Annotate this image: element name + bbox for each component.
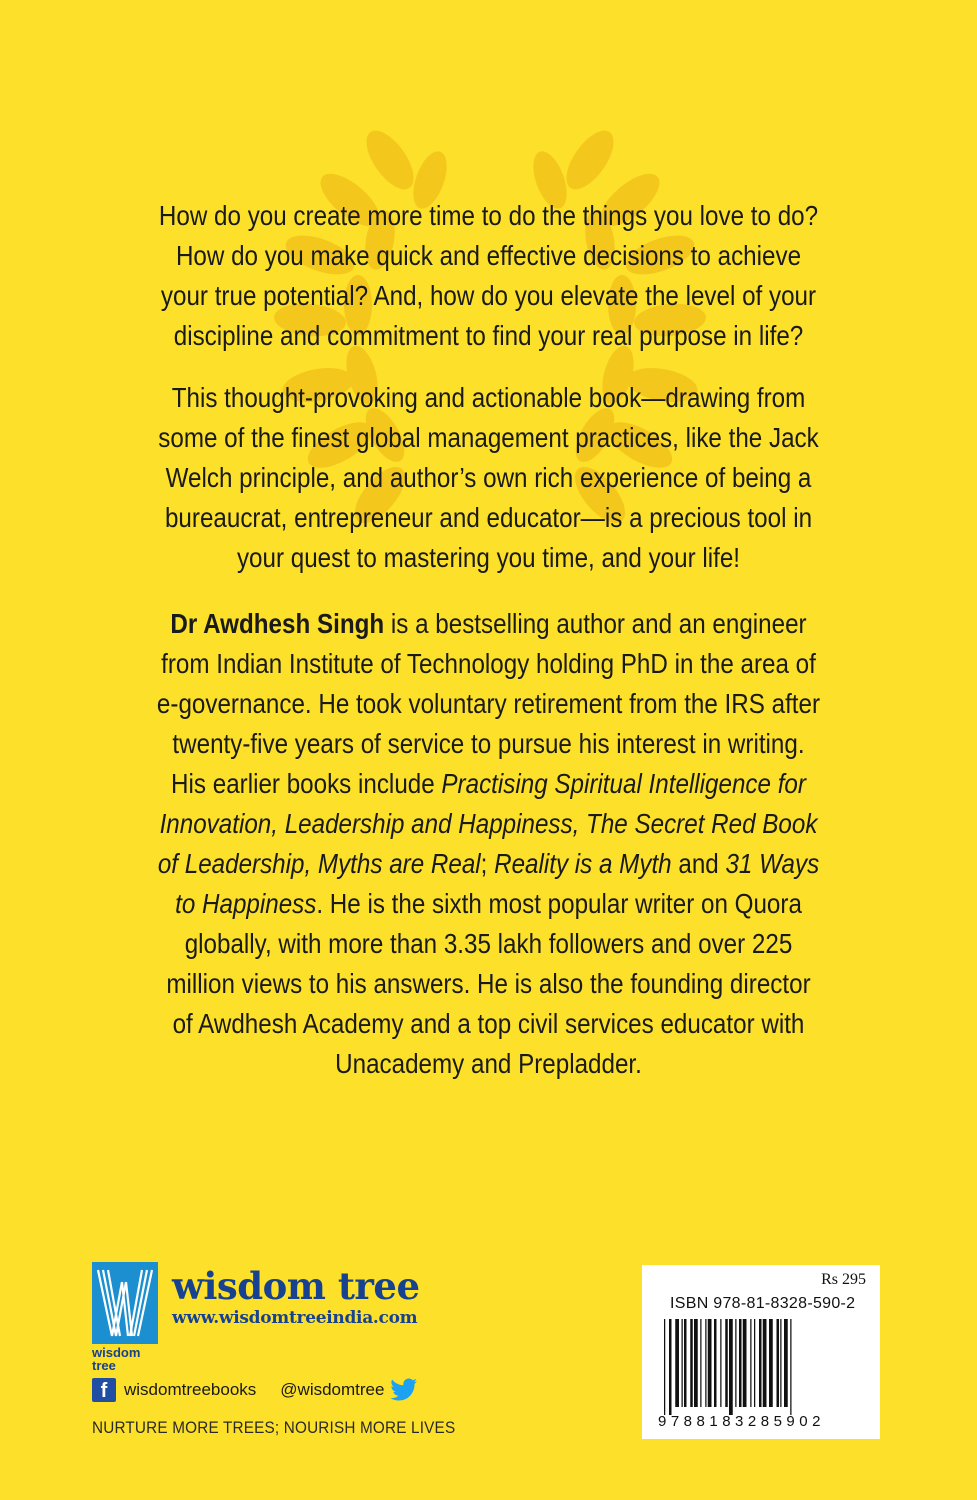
bio-text: is a bestselling author and an engineer from Indian Institute of Technology holding PhD in the area of e-governance. He took voluntary retirement from the IRS after twenty-five years of service to pursue his interest in writing. His earlier books include xyxy=(156,608,821,799)
bio-text: and xyxy=(671,848,726,879)
facebook-icon: f xyxy=(92,1378,116,1402)
logo-wordmark xyxy=(92,1346,158,1372)
wisdom-tree-logo-icon xyxy=(92,1262,158,1344)
logo-word: tree xyxy=(92,1358,116,1373)
facebook-handle: wisdomtreebooks xyxy=(124,1380,257,1399)
twitter-handle: @wisdomtree xyxy=(280,1380,385,1399)
blurb-paragraph: This thought-provoking and actionable book—drawing from some of the finest global management practices, like the Jack Welch principle, and author’s own rich experience of being a bureaucrat, entrepreneur and educator—is a precious tool in your quest to mastering you time, and your life! xyxy=(158,382,819,573)
barcode-icon xyxy=(664,1319,864,1415)
ean-digits: 9788183285902 xyxy=(658,1413,825,1430)
price-label: Rs 295 xyxy=(821,1271,866,1288)
publisher-url: www.wisdomtreeindia.com xyxy=(172,1308,418,1328)
isbn-label: ISBN 978-81-8328-590-2 xyxy=(670,1295,856,1312)
social-handles xyxy=(92,1376,418,1404)
book-title: Reality is a Myth xyxy=(494,848,672,879)
blurb-paragraph: How do you create more time to do the things you love to do? How do you make quick and effective decisions to achieve your true potential? And, how do you elevate the level of your discipline and commitment to find your real purpose in life? xyxy=(158,200,819,351)
twitter-icon xyxy=(390,1378,418,1402)
author-name: Dr Awdhesh Singh xyxy=(170,608,385,639)
logo-word: wisdom xyxy=(92,1345,141,1360)
book-title: Practising Spiritual Intelligence for Innovation, Leadership and Happiness, The Secret Red Book of Leadership, Myths are Real xyxy=(157,768,818,879)
blurb xyxy=(155,196,821,600)
bio-text: ; xyxy=(480,848,495,879)
author-bio-paragraph xyxy=(155,604,821,1084)
author-bio xyxy=(155,604,821,1084)
publisher-block xyxy=(92,1262,512,1442)
publisher-name: wisdom tree xyxy=(172,1264,420,1308)
publisher-tagline: NURTURE MORE TREES; NOURISH MORE LIVES xyxy=(92,1418,456,1437)
book-title: 31 Ways to Happiness xyxy=(175,848,820,919)
barcode-panel xyxy=(642,1265,880,1439)
bio-text: . He is the sixth most popular writer on Quora globally, with more than 3.35 lakh followers and over 225 million views to his answers. He is also the founding director of Awdhesh Academy and a top civil services educator with Unacademy and Prepladder. xyxy=(166,888,811,1079)
